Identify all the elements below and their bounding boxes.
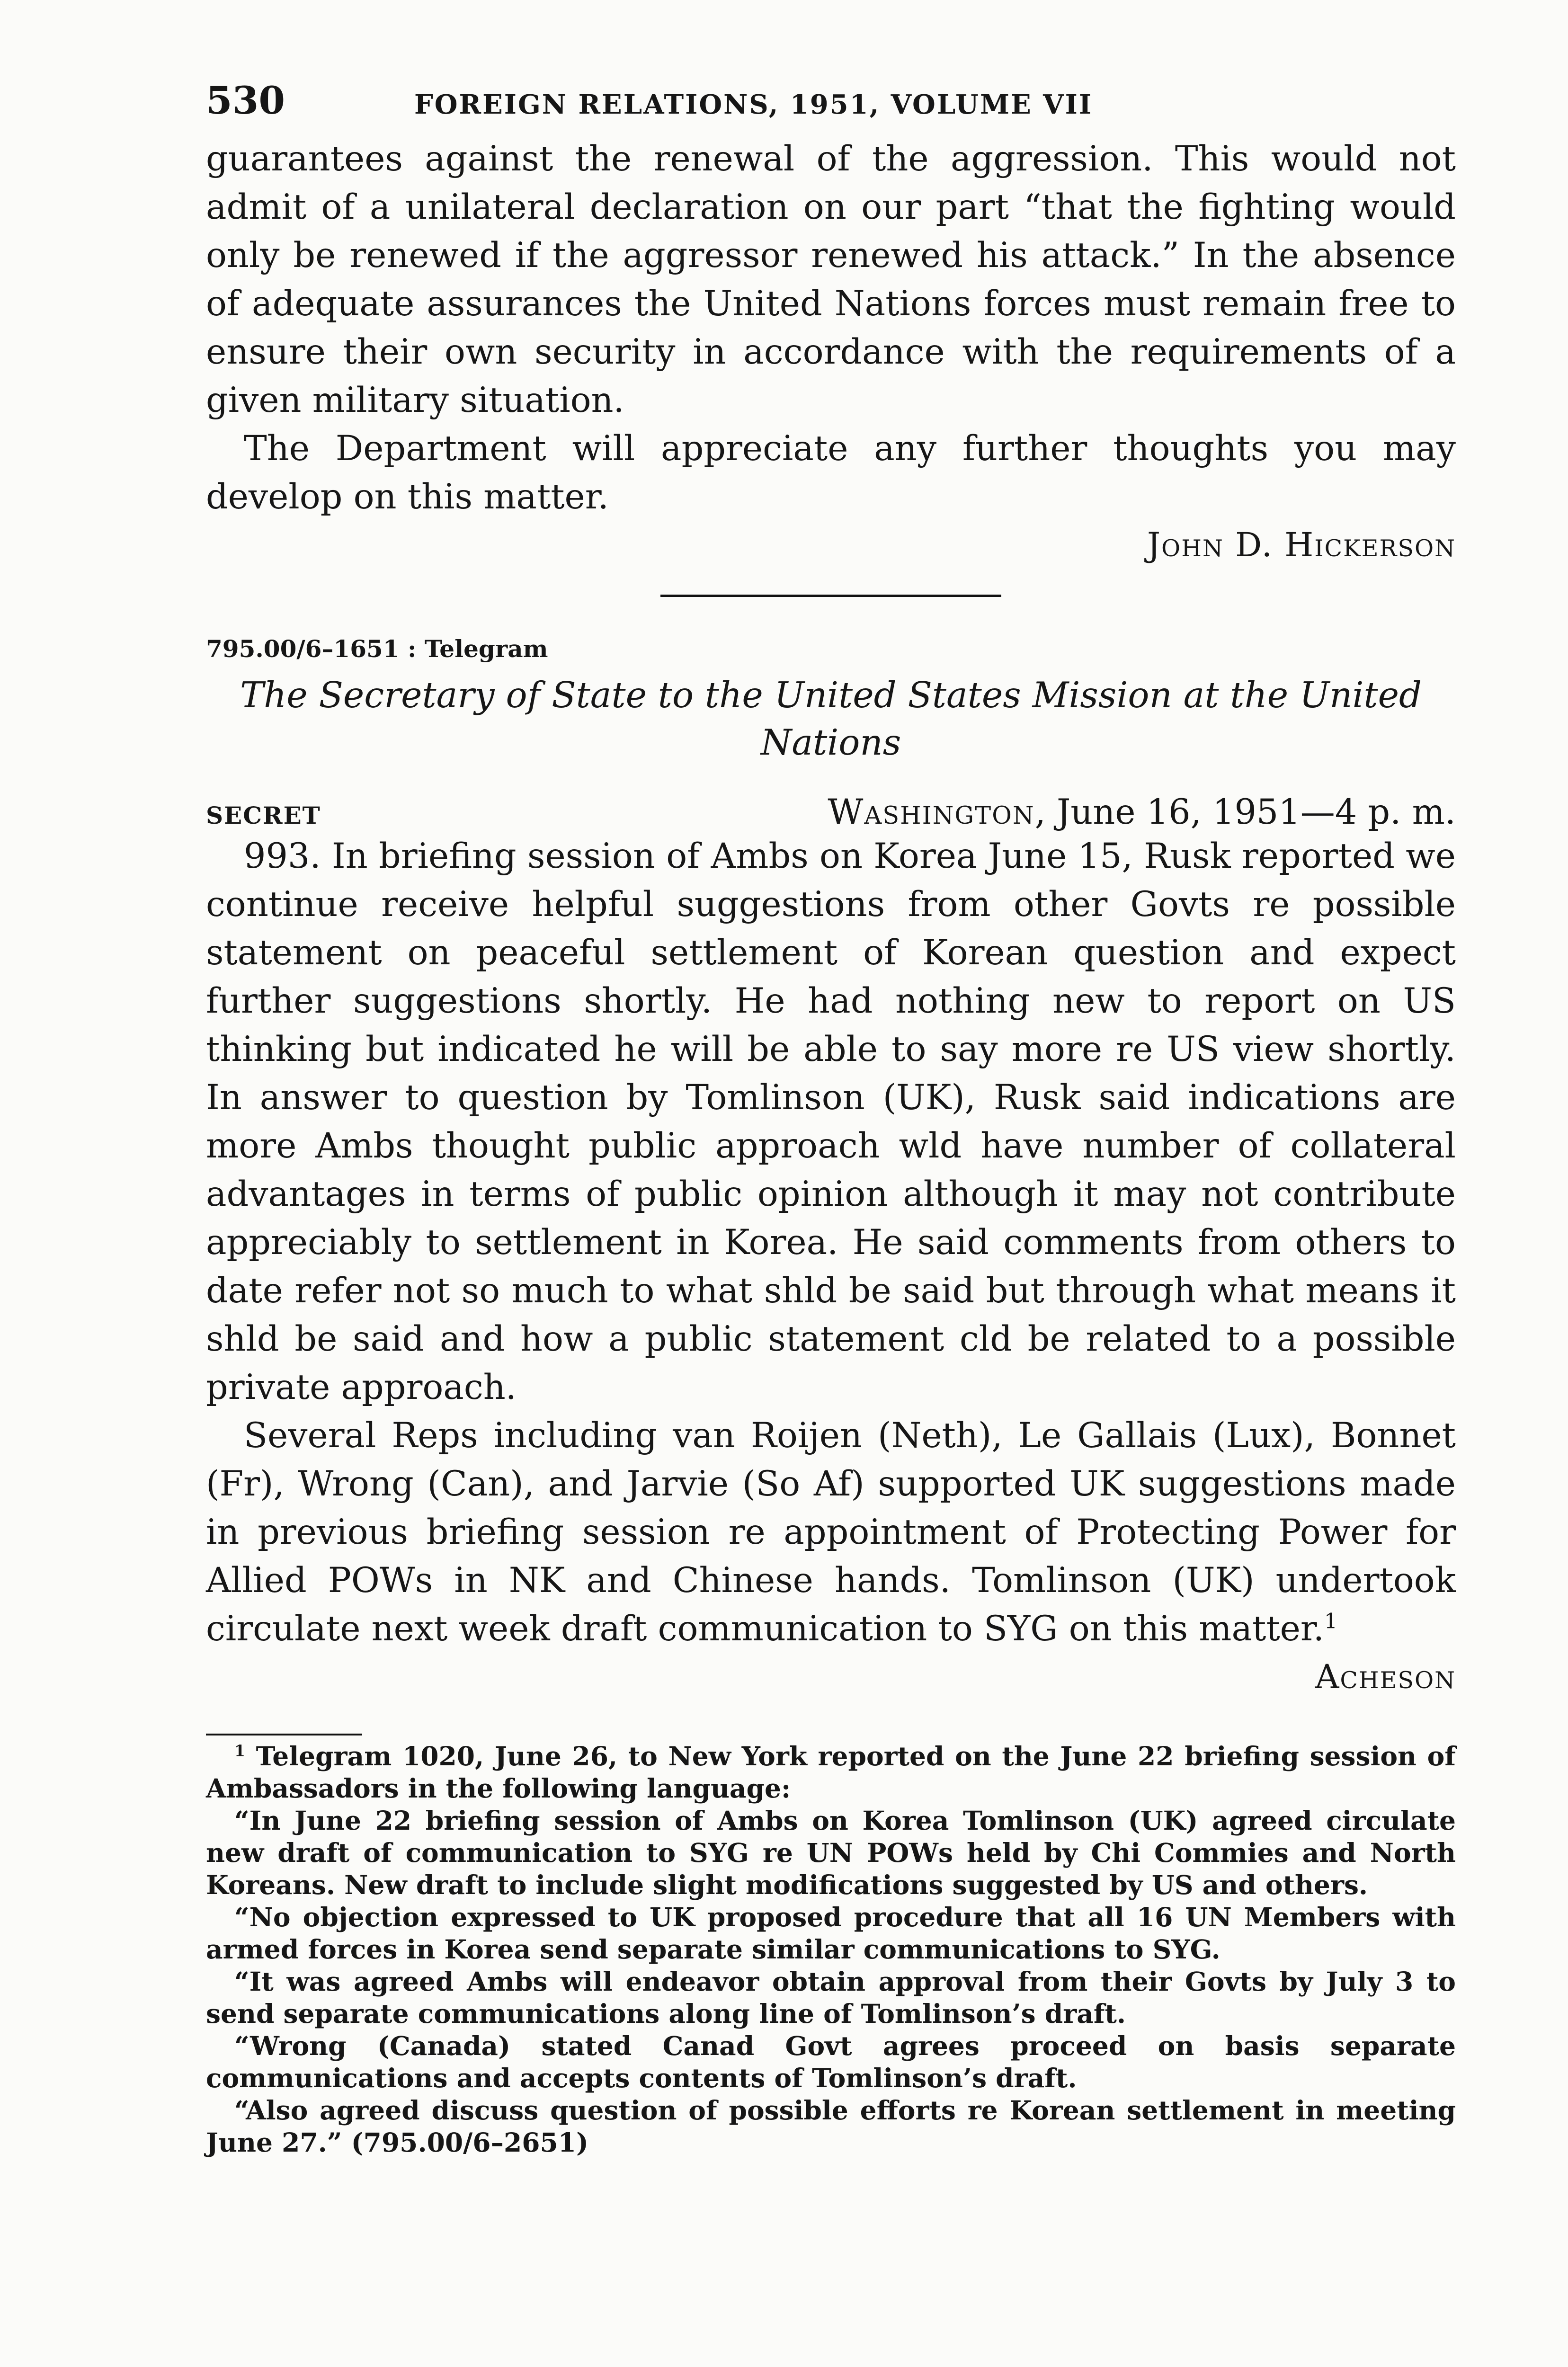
telegram-paragraph-1: 993. In briefing session of Ambs on Korea June 15, Rusk reported we continue receive helpful suggestions from other Govts re possible statement on peaceful settlement of Korean question and expect further suggestions shortly. He had nothing new to report on US thinking but indicated he will be able to say more re US view shortly. In answer to question by Tomlinson (UK), Rusk said indications are more Ambs thought public approach wld have number of collateral advantages in terms of public opinion although it may not contribute appreciably to settlement in Korea. He said comments from others to date refer not so much to what shld be said but through what means it shld be said and how a public statement cld be related to a possible private approach. (206, 836, 1456, 1407)
place: Washington (828, 792, 1035, 832)
footnote-quote-3: “It was agreed Ambs will endeavor obtain approval from their Govts by July 3 to send separate communications along line of Tomlinson’s draft. (206, 1966, 1456, 2029)
dateline (206, 792, 1456, 832)
footnote-quote-5: “Also agreed discuss question of possible efforts re Korean settlement in meeting June 27.” (795.00/6–2651) (206, 2095, 1456, 2158)
date: , June 16, 1951—4 p. m. (1034, 792, 1456, 832)
footnote-intro-text: Telegram 1020, June 26, to New York reported on the June 22 briefing session of Ambassadors in the following language: (206, 1741, 1456, 1804)
section-divider (660, 595, 1001, 597)
continuation-closing-paragraph: The Department will appreciate any further thoughts you may develop on this matter. (206, 428, 1456, 517)
page-header (206, 78, 1456, 135)
place-and-date (828, 792, 1456, 832)
document-title: The Secretary of State to the United States Mission at the United Nations (240, 674, 1422, 763)
footnote-divider (206, 1734, 362, 1735)
file-reference: 795.00/6–1651 : Telegram (206, 635, 548, 663)
signature-hickerson: John D. Hickerson (1147, 525, 1456, 564)
footnote-quote-1: “In June 22 briefing session of Ambs on Korea Tomlinson (UK) agreed circulate new draft of communication to SYG re UN POWs held by Chi Commies and North Koreans. New draft to include slight modifications suggested by US and others. (206, 1805, 1456, 1900)
footnote-intro (206, 1740, 1456, 1805)
continuation-paragraph: guarantees against the renewal of the aggression. This would not admit of a unilateral declaration on our part “that the fighting would only be renewed if the aggressor renewed his attack.” In the absence of adequate assurances the United Nations forces must remain free to ensure their own security in accordance with the requirements of a given military situation. (206, 139, 1456, 420)
running-head: FOREIGN RELATIONS, 1951, VOLUME VII (414, 89, 1093, 120)
telegram-paragraph-2 (206, 1412, 1456, 1653)
telegram-paragraph-2-text: Several Reps including van Roijen (Neth), Le Gallais (Lux), Bonnet (Fr), Wrong (Can), and Jarvie (So Af) supported UK suggestions made in previous briefing session re appointment of Protecting Power for Allied POWs in NK and Chinese hands. Tomlinson (UK) undertook circulate next week draft communication to SYG on this matter. (206, 1415, 1456, 1649)
footnote-reference: 1 (1324, 1609, 1337, 1634)
footnote-marker: 1 (234, 1741, 245, 1760)
page (206, 78, 1456, 2159)
page-number: 530 (206, 78, 285, 123)
classification-label: SECRET (206, 801, 321, 829)
signature-acheson: Acheson (1315, 1657, 1456, 1696)
footnote-quote-4: “Wrong (Canada) stated Canad Govt agrees proceed on basis separate communications and accepts contents of Tomlinson’s draft. (206, 2030, 1456, 2093)
footnote-quote-2: “No objection expressed to UK proposed procedure that all 16 UN Members with armed forces in Korea send separate similar communications to SYG. (206, 1902, 1456, 1965)
